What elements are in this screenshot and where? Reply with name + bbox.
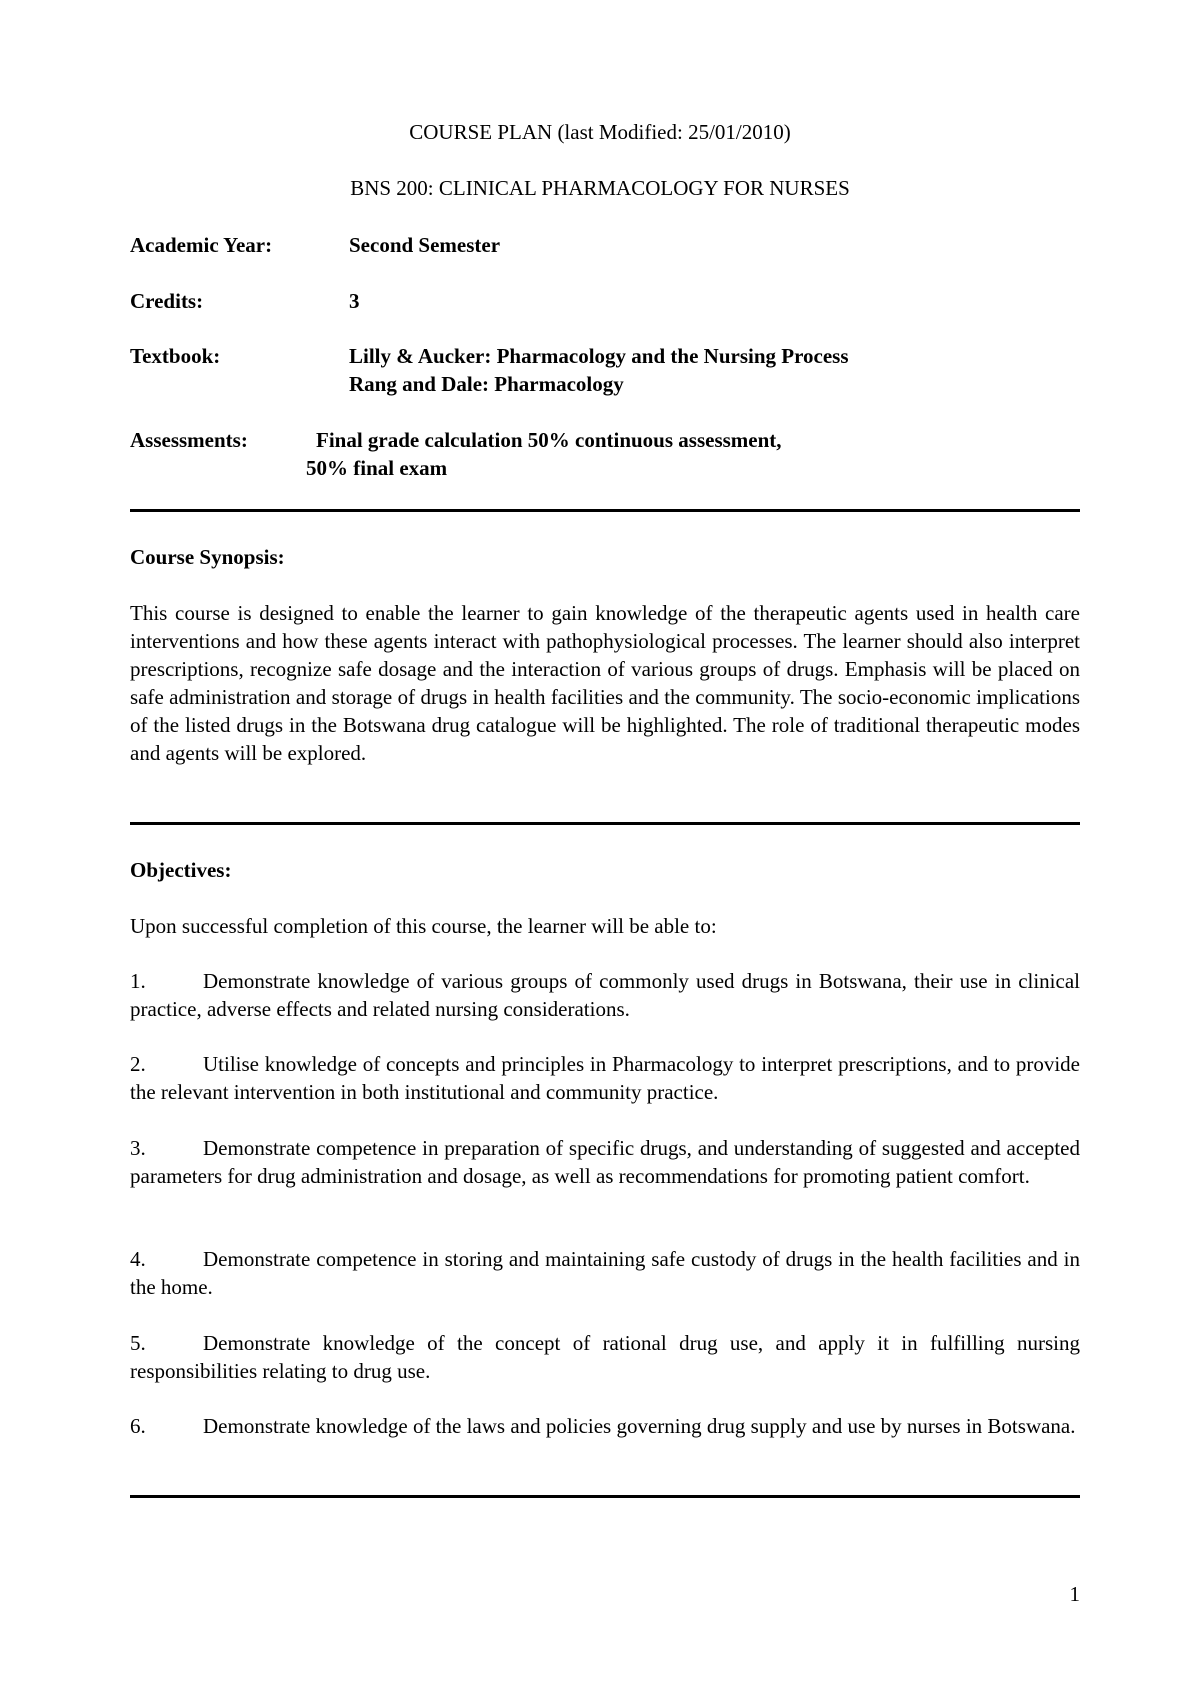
objective-number: 3. [130,1136,146,1160]
objective-text: Demonstrate competence in storing and maintaining safe custody of drugs in the health facilities and in the home. [130,1247,1080,1299]
objective-text: Demonstrate competence in preparation of specific drugs, and understanding of suggested and accepted parameters for drug administration and dosage, as well as recommendations for promoting patient comfort. [130,1136,1080,1188]
document-title: COURSE PLAN (last Modified: 25/01/2010) [409,120,791,144]
objective-item [130,1329,1080,1385]
academic-year-value: Second Semester [349,233,501,257]
objective-text: Utilise knowledge of concepts and principles in Pharmacology to interpret prescriptions, and to provide the relevant intervention in both institutional and community practice. [130,1052,1080,1104]
objective-number: 6. [130,1414,146,1438]
objective-item [130,1050,1080,1106]
objective-number: 5. [130,1331,146,1355]
objective-item [130,1134,1080,1190]
objective-text: Demonstrate knowledge of various groups of commonly used drugs in Botswana, their use in clinical practice, adverse effects and related nursing considerations. [130,969,1080,1021]
objectives-intro: Upon successful completion of this course, the learner will be able to: [130,914,717,938]
objective-item [130,1245,1080,1301]
objective-text: Demonstrate knowledge of the laws and policies governing drug supply and use by nurses in Botswana. [203,1414,1076,1438]
academic-year-label: Academic Year: [130,233,273,257]
credits-value: 3 [349,289,360,313]
objective-item [130,967,1080,1023]
divider-3 [130,1495,1080,1498]
textbook-1: Lilly & Aucker: Pharmacology and the Nursing Process [349,344,849,368]
objective-text: Demonstrate knowledge of the concept of rational drug use, and apply it in fulfilling nursing responsibilities relating to drug use. [130,1331,1080,1383]
assessments-1: Final grade calculation 50% continuous assessment, [316,428,782,452]
course-title: BNS 200: CLINICAL PHARMACOLOGY FOR NURSES [350,176,850,200]
synopsis-heading: Course Synopsis: [130,545,285,569]
credits-label: Credits: [130,289,204,313]
textbook-2: Rang and Dale: Pharmacology [349,372,624,396]
objective-number: 1. [130,969,146,993]
assessments-label: Assessments: [130,428,248,452]
divider-2 [130,822,1080,825]
objective-item [130,1412,1080,1440]
assessments-2: 50% final exam [306,456,448,480]
objective-number: 2. [130,1052,146,1076]
textbook-label: Textbook: [130,344,221,368]
objectives-heading: Objectives: [130,858,232,882]
objective-number: 4. [130,1247,146,1271]
divider-1 [130,509,1080,512]
page-number: 1 [1069,1582,1080,1606]
synopsis-text: This course is designed to enable the learner to gain knowledge of the therapeutic agents used in health care interventions and how these agents interact with pathophysiological processes. The learner should also interpret prescriptions, recognize safe dosage and the interaction of various groups of drugs. Emphasis will be placed on safe administration and storage of drugs in health facilities and the community. The socio-economic implications of the listed drugs in the Botswana drug catalogue will be highlighted. The role of traditional therapeutic modes and agents will be explored. [130,601,1080,765]
